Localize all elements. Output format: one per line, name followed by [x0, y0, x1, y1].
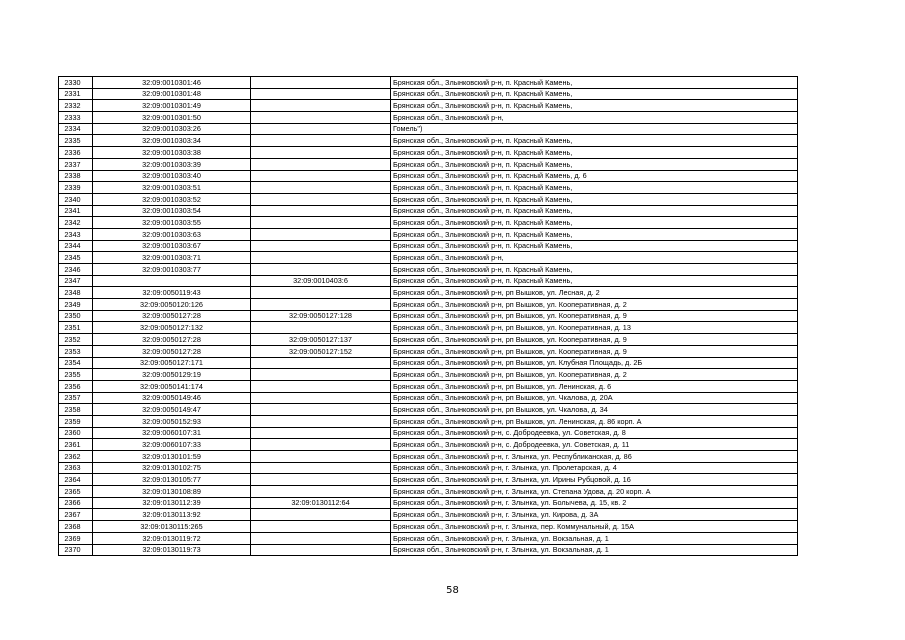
table-row: [59, 439, 798, 451]
cadastral-number-cell: 32:09:0050127:28: [93, 345, 251, 357]
row-number-cell: 2333: [59, 112, 93, 124]
row-number-cell: 2366: [59, 497, 93, 509]
table-row: [59, 369, 798, 381]
cadastral-number-cell: 32:09:0010303:55: [93, 217, 251, 229]
table-row: [59, 415, 798, 427]
related-cadastral-number-cell: [251, 287, 391, 299]
table-row: [59, 77, 798, 89]
row-number-cell: 2344: [59, 240, 93, 252]
row-number-cell: 2367: [59, 509, 93, 521]
address-cell: Брянская обл., Злынковский р-н, п. Красный Камень,: [391, 182, 798, 194]
table-row: [59, 135, 798, 147]
related-cadastral-number-cell: [251, 509, 391, 521]
table-row: [59, 170, 798, 182]
address-cell: Брянская обл., Злынковский р-н, п. Красный Камень,: [391, 264, 798, 276]
row-number-cell: 2370: [59, 544, 93, 556]
related-cadastral-number-cell: [251, 415, 391, 427]
address-cell: Брянская обл., Злынковский р-н, п. Красный Камень,: [391, 88, 798, 100]
related-cadastral-number-cell: [251, 264, 391, 276]
row-number-cell: 2338: [59, 170, 93, 182]
related-cadastral-number-cell: [251, 77, 391, 89]
address-cell: Брянская обл., Злынковский р-н, г. Злынка, ул. Вокзальная, д. 1: [391, 544, 798, 556]
cadastral-number-cell: 32:09:0010303:52: [93, 193, 251, 205]
related-cadastral-number-cell: [251, 486, 391, 498]
row-number-cell: 2368: [59, 521, 93, 533]
address-cell: Брянская обл., Злынковский р-н, г. Злынка, ул. Республиканская, д. 86: [391, 451, 798, 463]
address-cell: Брянская обл., Злынковский р-н, п. Красный Камень,: [391, 147, 798, 159]
cadastral-number-cell: 32:09:0050127:28: [93, 310, 251, 322]
related-cadastral-number-cell: 32:09:0130112:64: [251, 497, 391, 509]
row-number-cell: 2347: [59, 275, 93, 287]
address-cell: Брянская обл., Злынковский р-н, г. Злынка, ул. Болычева, д. 15, кв. 2: [391, 497, 798, 509]
address-cell: Брянская обл., Злынковский р-н, рп Вышков, ул. Клубная Площадь, д. 2Б: [391, 357, 798, 369]
table-row: [59, 322, 798, 334]
cadastral-number-cell: 32:09:0050141:174: [93, 380, 251, 392]
address-cell: Брянская обл., Злынковский р-н, п. Красный Камень,: [391, 217, 798, 229]
cadastral-number-cell: 32:09:0050127:171: [93, 357, 251, 369]
related-cadastral-number-cell: [251, 182, 391, 194]
table-row: [59, 112, 798, 124]
address-cell: Брянская обл., Злынковский р-н, г. Злынка, пер. Коммунальный, д. 15А: [391, 521, 798, 533]
address-cell: Брянская обл., Злынковский р-н, рп Вышков, ул. Ленинская, д. 86 корп. А: [391, 415, 798, 427]
row-number-cell: 2331: [59, 88, 93, 100]
cadastral-number-cell: 32:09:0130105:77: [93, 474, 251, 486]
row-number-cell: 2352: [59, 334, 93, 346]
table-row: [59, 544, 798, 556]
row-number-cell: 2358: [59, 404, 93, 416]
cadastral-number-cell: 32:09:0060107:33: [93, 439, 251, 451]
address-cell: Брянская обл., Злынковский р-н, п. Красный Камень,: [391, 100, 798, 112]
cadastral-number-cell: 32:09:0010303:67: [93, 240, 251, 252]
address-cell: Брянская обл., Злынковский р-н, п. Красный Камень,: [391, 158, 798, 170]
row-number-cell: 2357: [59, 392, 93, 404]
cadastral-number-cell: 32:09:0010301:49: [93, 100, 251, 112]
row-number-cell: 2350: [59, 310, 93, 322]
related-cadastral-number-cell: [251, 205, 391, 217]
cadastral-number-cell: 32:09:0130101:59: [93, 451, 251, 463]
address-cell: Брянская обл., Злынковский р-н,: [391, 252, 798, 264]
address-cell: Брянская обл., Злынковский р-н, рп Вышков, ул. Кооперативная, д. 2: [391, 299, 798, 311]
related-cadastral-number-cell: [251, 88, 391, 100]
table-row: [59, 205, 798, 217]
address-cell: Брянская обл., Злынковский р-н, г. Злынка, ул. Ирины Рубцовой, д. 16: [391, 474, 798, 486]
table-row: [59, 404, 798, 416]
related-cadastral-number-cell: [251, 228, 391, 240]
cadastral-number-cell: 32:09:0050149:46: [93, 392, 251, 404]
row-number-cell: 2332: [59, 100, 93, 112]
related-cadastral-number-cell: [251, 532, 391, 544]
address-cell: Брянская обл., Злынковский р-н, п. Красный Камень,: [391, 77, 798, 89]
cadastral-number-cell: 32:09:0010303:34: [93, 135, 251, 147]
address-cell: Брянская обл., Злынковский р-н, рп Вышков, ул. Лесная, д. 2: [391, 287, 798, 299]
cadastral-number-cell: 32:09:0010303:38: [93, 147, 251, 159]
address-cell: Брянская обл., Злынковский р-н,: [391, 112, 798, 124]
cadastral-number-cell: 32:09:0130119:73: [93, 544, 251, 556]
table-row: [59, 88, 798, 100]
related-cadastral-number-cell: [251, 193, 391, 205]
related-cadastral-number-cell: [251, 170, 391, 182]
related-cadastral-number-cell: [251, 404, 391, 416]
table-row: [59, 345, 798, 357]
address-cell: Брянская обл., Злынковский р-н, рп Вышков, ул. Ленинская, д. 6: [391, 380, 798, 392]
row-number-cell: 2339: [59, 182, 93, 194]
row-number-cell: 2365: [59, 486, 93, 498]
cadastral-number-cell: 32:09:0010303:51: [93, 182, 251, 194]
row-number-cell: 2342: [59, 217, 93, 229]
address-cell: Брянская обл., Злынковский р-н, г. Злынка, ул. Степана Удова, д. 20 корп. А: [391, 486, 798, 498]
address-cell: Брянская обл., Злынковский р-н, п. Красный Камень,: [391, 240, 798, 252]
row-number-cell: 2363: [59, 462, 93, 474]
table-row: [59, 264, 798, 276]
row-number-cell: 2349: [59, 299, 93, 311]
address-cell: Брянская обл., Злынковский р-н, п. Красный Камень,: [391, 135, 798, 147]
table-row: [59, 392, 798, 404]
address-cell: Брянская обл., Злынковский р-н, п. Красный Камень, д. 6: [391, 170, 798, 182]
related-cadastral-number-cell: [251, 462, 391, 474]
row-number-cell: 2336: [59, 147, 93, 159]
address-cell: Брянская обл., Злынковский р-н, рп Вышков, ул. Чкалова, д. 34: [391, 404, 798, 416]
table-row: [59, 310, 798, 322]
related-cadastral-number-cell: [251, 380, 391, 392]
related-cadastral-number-cell: [251, 240, 391, 252]
table-row: [59, 486, 798, 498]
row-number-cell: 2334: [59, 123, 93, 135]
related-cadastral-number-cell: [251, 369, 391, 381]
row-number-cell: 2330: [59, 77, 93, 89]
cadastral-number-cell: 32:09:0010303:40: [93, 170, 251, 182]
row-number-cell: 2351: [59, 322, 93, 334]
address-cell: Брянская обл., Злынковский р-н, рп Вышков, ул. Чкалова, д. 20А: [391, 392, 798, 404]
row-number-cell: 2346: [59, 264, 93, 276]
table-row: [59, 462, 798, 474]
table-row: [59, 334, 798, 346]
related-cadastral-number-cell: [251, 521, 391, 533]
address-cell: Брянская обл., Злынковский р-н, рп Вышков, ул. Кооперативная, д. 9: [391, 334, 798, 346]
row-number-cell: 2362: [59, 451, 93, 463]
cadastral-number-cell: 32:09:0050127:28: [93, 334, 251, 346]
cadastral-number-cell: 32:09:0010303:26: [93, 123, 251, 135]
table-row: [59, 147, 798, 159]
related-cadastral-number-cell: [251, 357, 391, 369]
related-cadastral-number-cell: [251, 135, 391, 147]
address-cell: Брянская обл., Злынковский р-н, г. Злынка, ул. Пролетарская, д. 4: [391, 462, 798, 474]
related-cadastral-number-cell: 32:09:0050127:128: [251, 310, 391, 322]
row-number-cell: 2343: [59, 228, 93, 240]
related-cadastral-number-cell: [251, 123, 391, 135]
table-row: [59, 357, 798, 369]
cadastral-number-cell: 32:09:0010301:46: [93, 77, 251, 89]
row-number-cell: 2340: [59, 193, 93, 205]
related-cadastral-number-cell: [251, 474, 391, 486]
address-cell: Брянская обл., Злынковский р-н, рп Вышков, ул. Кооперативная, д. 9: [391, 345, 798, 357]
table-row: [59, 217, 798, 229]
cadastral-number-cell: 32:09:0130112:39: [93, 497, 251, 509]
row-number-cell: 2356: [59, 380, 93, 392]
address-cell: Брянская обл., Злынковский р-н, п. Красный Камень,: [391, 228, 798, 240]
related-cadastral-number-cell: [251, 112, 391, 124]
row-number-cell: 2353: [59, 345, 93, 357]
table-row: [59, 380, 798, 392]
cadastral-number-cell: [93, 275, 251, 287]
cadastral-table: [58, 76, 798, 556]
table-row: [59, 474, 798, 486]
cadastral-number-cell: 32:09:0130113:92: [93, 509, 251, 521]
row-number-cell: 2341: [59, 205, 93, 217]
cadastral-number-cell: 32:09:0050152:93: [93, 415, 251, 427]
page-number: 58: [446, 585, 459, 596]
address-cell: Брянская обл., Злынковский р-н, с. Добродеевка, ул. Советская, д. 8: [391, 427, 798, 439]
table-row: [59, 228, 798, 240]
related-cadastral-number-cell: [251, 322, 391, 334]
related-cadastral-number-cell: [251, 158, 391, 170]
cadastral-number-cell: 32:09:0010303:71: [93, 252, 251, 264]
row-number-cell: 2345: [59, 252, 93, 264]
table-row: [59, 158, 798, 170]
related-cadastral-number-cell: [251, 427, 391, 439]
row-number-cell: 2354: [59, 357, 93, 369]
cadastral-number-cell: 32:09:0050149:47: [93, 404, 251, 416]
cadastral-number-cell: 32:09:0130108:89: [93, 486, 251, 498]
table-row: [59, 123, 798, 135]
row-number-cell: 2364: [59, 474, 93, 486]
cadastral-number-cell: 32:09:0130115:265: [93, 521, 251, 533]
table-row: [59, 193, 798, 205]
related-cadastral-number-cell: [251, 392, 391, 404]
related-cadastral-number-cell: 32:09:0010403:6: [251, 275, 391, 287]
address-cell: Брянская обл., Злынковский р-н, с. Добродеевка, ул. Советская, д. 11: [391, 439, 798, 451]
related-cadastral-number-cell: [251, 299, 391, 311]
cadastral-number-cell: 32:09:0010303:54: [93, 205, 251, 217]
related-cadastral-number-cell: [251, 544, 391, 556]
address-cell: Гомель"): [391, 123, 798, 135]
cadastral-number-cell: 32:09:0050129:19: [93, 369, 251, 381]
row-number-cell: 2361: [59, 439, 93, 451]
row-number-cell: 2360: [59, 427, 93, 439]
address-cell: Брянская обл., Злынковский р-н, п. Красный Камень,: [391, 205, 798, 217]
table-row: [59, 100, 798, 112]
related-cadastral-number-cell: [251, 451, 391, 463]
table-row: [59, 427, 798, 439]
cadastral-number-cell: 32:09:0050127:132: [93, 322, 251, 334]
table-row: [59, 252, 798, 264]
table-row: [59, 509, 798, 521]
table-row: [59, 240, 798, 252]
table-row: [59, 182, 798, 194]
cadastral-number-cell: 32:09:0010303:63: [93, 228, 251, 240]
cadastral-number-cell: 32:09:0010301:48: [93, 88, 251, 100]
row-number-cell: 2359: [59, 415, 93, 427]
address-cell: Брянская обл., Злынковский р-н, рп Вышков, ул. Кооперативная, д. 13: [391, 322, 798, 334]
address-cell: Брянская обл., Злынковский р-н, рп Вышков, ул. Кооперативная, д. 2: [391, 369, 798, 381]
table-row: [59, 497, 798, 509]
cadastral-number-cell: 32:09:0130119:72: [93, 532, 251, 544]
table-row: [59, 299, 798, 311]
cadastral-number-cell: 32:09:0010303:39: [93, 158, 251, 170]
cadastral-number-cell: 32:09:0130102:75: [93, 462, 251, 474]
cadastral-number-cell: 32:09:0060107:31: [93, 427, 251, 439]
table-row: [59, 521, 798, 533]
related-cadastral-number-cell: [251, 439, 391, 451]
related-cadastral-number-cell: [251, 252, 391, 264]
table-row: [59, 275, 798, 287]
address-cell: Брянская обл., Злынковский р-н, г. Злынка, ул. Кирова, д. 3А: [391, 509, 798, 521]
row-number-cell: 2355: [59, 369, 93, 381]
table-body: [59, 77, 798, 556]
address-cell: Брянская обл., Злынковский р-н, рп Вышков, ул. Кооперативная, д. 9: [391, 310, 798, 322]
cadastral-number-cell: 32:09:0010303:77: [93, 264, 251, 276]
related-cadastral-number-cell: [251, 100, 391, 112]
related-cadastral-number-cell: 32:09:0050127:137: [251, 334, 391, 346]
table-row: [59, 532, 798, 544]
address-cell: Брянская обл., Злынковский р-н, п. Красный Камень,: [391, 275, 798, 287]
row-number-cell: 2348: [59, 287, 93, 299]
table-row: [59, 287, 798, 299]
cadastral-number-cell: 32:09:0010301:50: [93, 112, 251, 124]
related-cadastral-number-cell: [251, 147, 391, 159]
address-cell: Брянская обл., Злынковский р-н, п. Красный Камень,: [391, 193, 798, 205]
row-number-cell: 2369: [59, 532, 93, 544]
row-number-cell: 2335: [59, 135, 93, 147]
row-number-cell: 2337: [59, 158, 93, 170]
related-cadastral-number-cell: [251, 217, 391, 229]
cadastral-number-cell: 32:09:0050120:126: [93, 299, 251, 311]
related-cadastral-number-cell: 32:09:0050127:152: [251, 345, 391, 357]
address-cell: Брянская обл., Злынковский р-н, г. Злынка, ул. Вокзальная, д. 1: [391, 532, 798, 544]
cadastral-number-cell: 32:09:0050119:43: [93, 287, 251, 299]
table-row: [59, 451, 798, 463]
